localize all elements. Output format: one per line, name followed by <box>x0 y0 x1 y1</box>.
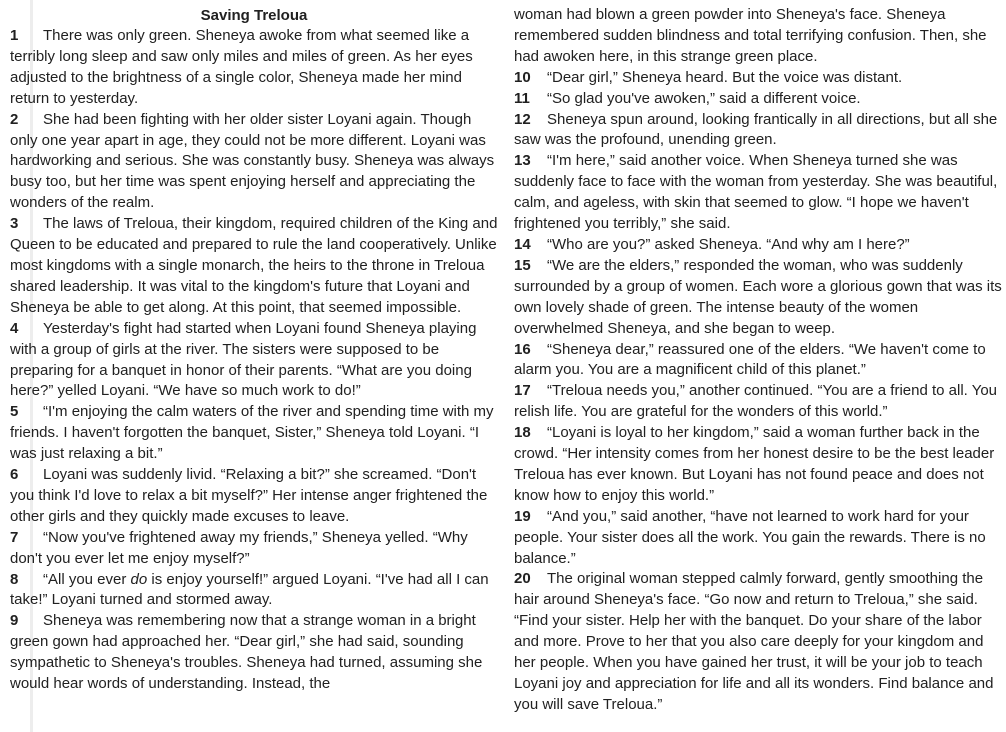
paragraph-text: “We are the elders,” responded the woman, who was suddenly surrounded by a group of women. Each wore a glorious gown that was its own lovely shade of green. The intense beauty of the women overwhelmed Sheneya, and she began to weep. <box>514 256 1002 337</box>
paragraph-text: “Now you've frightened away my friends,” Sheneya yelled. “Why don't you ever let me enjoy myself?” <box>10 528 468 567</box>
paragraph-number: 13 <box>514 152 531 170</box>
paragraph-number: 10 <box>514 68 531 86</box>
document-title: Saving Treloua <box>200 7 308 24</box>
paragraph-number: 1 <box>10 27 19 44</box>
paragraph-number: 4 <box>10 319 19 337</box>
paragraph-text: There was only green. Sheneya awoke from what seemed like a terribly long sleep and saw only miles and miles of green. As her eyes adjusted to the brightness of a single color, Sheneya made her mind return to yesterday. <box>10 27 473 107</box>
paragraph-text: “Who are you?” asked Sheneya. “And why am I here?” <box>547 235 910 253</box>
paragraph <box>10 319 498 403</box>
paragraph-number: 9 <box>10 612 19 630</box>
paragraph <box>10 26 498 110</box>
paragraph <box>10 465 498 528</box>
paragraph-text: “Treloua needs you,” another continued. “You are a friend to all. You relish life. You are grateful for the wonders of this world.” <box>514 382 998 421</box>
paragraph-text: woman had blown a green powder into Sheneya's face. Sheneya remembered sudden blindness and total terrifying confusion. Then, she had awoken here, in this strange green place. <box>514 6 987 65</box>
paragraph <box>514 89 1002 110</box>
left-column <box>10 5 498 732</box>
paragraph-number: 6 <box>10 466 19 484</box>
paragraph <box>514 5 1002 68</box>
paragraph-number: 3 <box>10 215 19 233</box>
paragraph-text: “Loyani is loyal to her kingdom,” said a woman further back in the crowd. “Her intensity comes from her honest desire to be the best leader Treloua has ever known. But Loyani has not found peace and does not know how to enjoy this world.” <box>514 424 995 504</box>
paragraph <box>514 569 1002 715</box>
paragraph-text: “Dear girl,” Sheneya heard. But the voice was distant. <box>547 68 903 86</box>
paragraph-number: 17 <box>514 382 531 400</box>
paragraph-number: 14 <box>514 235 531 253</box>
paragraph-text: “So glad you've awoken,” said a different voice. <box>547 89 861 107</box>
paragraph-text: She had been fighting with her older sister Loyani again. Though only one year apart in age, they could not be more different. Loyani was hardworking and serious. She was constantly busy. Sheneya was always busy too, but her time was spent enjoying herself and appreciating the wonders of the realm. <box>10 110 495 212</box>
paragraph <box>10 611 498 695</box>
paragraph-text: The laws of Treloua, their kingdom, required children of the King and Queen to be educated and prepared to rule the land cooperatively. Unlike most kingdoms with a single monarch, the heirs to the throne in Treloua shared leadership. It was vital to the kingdom's future that Loyani and Sheneya be able to get along. At this point, that seemed impossible. <box>10 215 498 316</box>
paragraph-number: 18 <box>514 424 531 442</box>
paragraph-text: “I'm enjoying the calm waters of the river and spending time with my friends. I haven't forgotten the banquet, Sister,” Sheneya told Loyani. “I was just relaxing a bit.” <box>10 403 494 463</box>
paragraph-text: “Sheneya dear,” reassured one of the elders. “We haven't come to alarm you. You are a magnificent child of this planet.” <box>514 340 986 379</box>
paragraph-number: 16 <box>514 340 531 358</box>
paragraph <box>514 507 1002 570</box>
paragraph-number: 5 <box>10 403 19 421</box>
paragraph-number: 8 <box>10 570 19 588</box>
left-column-paragraphs <box>10 26 498 695</box>
paragraph <box>10 110 498 215</box>
paragraph-number: 12 <box>514 110 531 128</box>
paragraph-number: 19 <box>514 507 531 525</box>
paragraph <box>514 256 1002 340</box>
paragraph <box>514 381 1002 423</box>
paragraph-number: 20 <box>514 570 531 588</box>
paragraph-text: Sheneya spun around, looking frantically in all directions, but all she saw was the profound, unending green. <box>514 110 998 149</box>
paragraph <box>10 214 498 319</box>
paragraph <box>514 110 1002 152</box>
paragraph <box>10 570 498 612</box>
right-column-paragraphs <box>514 5 1002 716</box>
paragraph <box>10 402 498 465</box>
paragraph <box>10 528 498 570</box>
paragraph-text: “And you,” said another, “have not learned to work hard for your people. Your sister does all the work. You gain the rewards. There is no balance.” <box>514 507 986 567</box>
paragraph-number: 7 <box>10 528 19 546</box>
paragraph <box>514 151 1002 235</box>
paragraph <box>514 423 1002 507</box>
paragraph-text: Yesterday's fight had started when Loyani found Sheneya playing with a group of girls at the river. The sisters were supposed to be preparing for a banquet in honor of their parents. “What are you doing here?” yelled Loyani. “We have so much work to do!” <box>10 319 477 400</box>
paragraph-text: “All you ever do is enjoy yourself!” argued Loyani. “I've had all I can take!” Loyani turned and stormed away. <box>10 570 489 609</box>
paragraph <box>514 235 1002 256</box>
paragraph-text: “I'm here,” said another voice. When Sheneya turned she was suddenly face to face with the woman from yesterday. She was beautiful, calm, and ageless, with skin that seemed to glow. “I hope we haven't frightened you terribly,” she said. <box>514 152 998 233</box>
right-column <box>514 5 1002 732</box>
paragraph-number: 2 <box>10 110 19 128</box>
paragraph-number: 11 <box>514 89 530 107</box>
paragraph-text: Sheneya was remembering now that a strange woman in a bright green gown had approached her. “Dear girl,” she had said, sounding sympathetic to Sheneya's troubles. Sheneya had turned, assuming she would hear words of understanding. Instead, the <box>10 612 483 693</box>
paragraph-text: Loyani was suddenly livid. “Relaxing a bit?” she screamed. “Don't you think I'd love to relax a bit myself?” Her intense anger frightened the other girls and they quickly made excuses to leave. <box>10 466 488 525</box>
paragraph <box>514 68 1002 89</box>
paragraph <box>514 340 1002 382</box>
paragraph-number: 15 <box>514 256 531 274</box>
paragraph-text: The original woman stepped calmly forward, gently smoothing the hair around Sheneya's face. “Go now and return to Treloua,” she said. “Find your sister. Help her with the banquet. Do your share of the labor and more. Prove to her that you also care deeply for your kingdom and her people. When you have gained her trust, it will be your job to teach Loyani joy and appreciation for life and all its wonders. Find balance and you will save Treloua.” <box>514 570 994 713</box>
